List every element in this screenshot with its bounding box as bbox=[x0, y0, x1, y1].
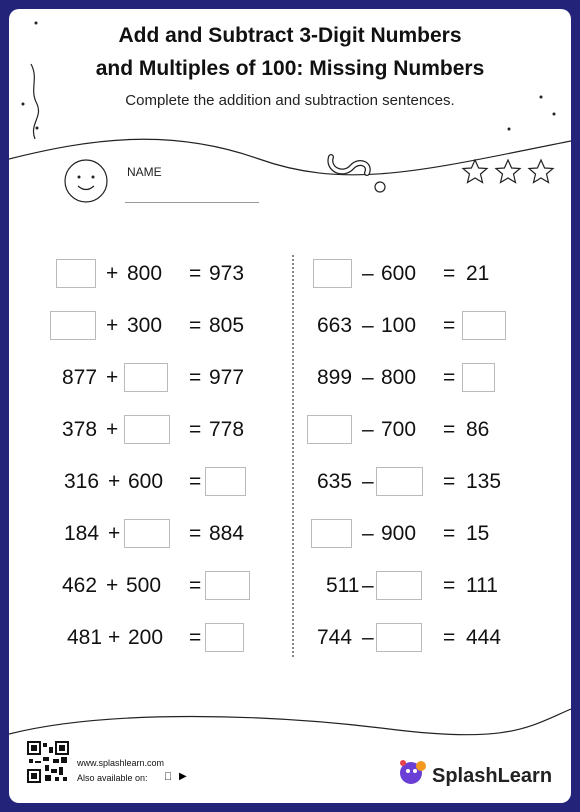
worksheet bbox=[9, 9, 571, 803]
operand: 877 bbox=[62, 366, 98, 389]
result: 86 bbox=[466, 418, 490, 441]
worksheet-title-line2: and Multiples of 100: Missing Numbers bbox=[95, 57, 485, 80]
operator: – bbox=[362, 366, 374, 389]
result: 805 bbox=[209, 314, 245, 337]
equals-sign: = bbox=[189, 366, 202, 389]
operator: + bbox=[106, 262, 119, 285]
equals-sign: = bbox=[443, 522, 456, 545]
operator: + bbox=[106, 418, 119, 441]
problem-row bbox=[299, 363, 571, 393]
equals-sign: = bbox=[189, 262, 202, 285]
equals-sign: = bbox=[189, 314, 202, 337]
equals-sign: = bbox=[443, 314, 456, 337]
operator: + bbox=[108, 626, 121, 649]
name-field[interactable] bbox=[125, 202, 259, 203]
operand: 184 bbox=[64, 522, 100, 545]
problem-row bbox=[299, 311, 571, 341]
answer-box[interactable] bbox=[462, 363, 495, 392]
operator: + bbox=[106, 314, 119, 337]
answer-box[interactable] bbox=[205, 467, 246, 496]
answer-box[interactable] bbox=[376, 467, 423, 496]
equals-sign: = bbox=[443, 262, 456, 285]
problem-row bbox=[9, 415, 289, 445]
operand: 511 bbox=[326, 574, 360, 597]
column-divider bbox=[292, 255, 294, 657]
worksheet-title-line1: Add and Subtract 3-Digit Numbers bbox=[118, 24, 462, 47]
equals-sign: = bbox=[189, 470, 202, 493]
problem-row bbox=[299, 623, 571, 653]
play-store-icon[interactable]: ▶ bbox=[179, 771, 187, 782]
answer-box[interactable] bbox=[56, 259, 96, 288]
operand: 899 bbox=[317, 366, 353, 389]
problem-row bbox=[299, 259, 571, 289]
operator: – bbox=[362, 418, 374, 441]
equals-sign: = bbox=[189, 574, 202, 597]
operand: 900 bbox=[381, 522, 417, 545]
operand: 100 bbox=[381, 314, 417, 337]
operator: + bbox=[106, 574, 119, 597]
operand: 700 bbox=[381, 418, 417, 441]
website-url[interactable]: www.splashlearn.com bbox=[77, 758, 165, 768]
equals-sign: = bbox=[443, 626, 456, 649]
operand: 800 bbox=[381, 366, 417, 389]
brand-name: SplashLearn bbox=[432, 765, 553, 787]
decorative-lines bbox=[9, 9, 571, 803]
equals-sign: = bbox=[443, 470, 456, 493]
result: 111 bbox=[466, 574, 498, 597]
operand: 200 bbox=[128, 626, 164, 649]
apple-icon[interactable] bbox=[164, 771, 172, 783]
problem-row bbox=[299, 519, 571, 549]
smiley-face-icon bbox=[63, 158, 109, 204]
problem-row bbox=[9, 467, 289, 497]
result: 977 bbox=[209, 366, 245, 389]
answer-box[interactable] bbox=[462, 311, 506, 340]
equals-sign: = bbox=[443, 418, 456, 441]
equals-sign: = bbox=[443, 574, 456, 597]
splashlearn-logo-icon bbox=[397, 757, 429, 787]
problem-row bbox=[299, 571, 571, 601]
answer-box[interactable] bbox=[311, 519, 352, 548]
operator: + bbox=[108, 522, 121, 545]
problem-row bbox=[9, 519, 289, 549]
operand: 316 bbox=[64, 470, 100, 493]
result: 973 bbox=[209, 262, 245, 285]
problem-row bbox=[9, 363, 289, 393]
answer-box[interactable] bbox=[205, 623, 244, 652]
stars-rating bbox=[461, 157, 561, 191]
answer-box[interactable] bbox=[124, 363, 168, 392]
operand: 635 bbox=[317, 470, 353, 493]
problem-row bbox=[9, 571, 289, 601]
operand: 800 bbox=[127, 262, 163, 285]
result: 135 bbox=[466, 470, 502, 493]
operand: 462 bbox=[62, 574, 98, 597]
problem-row bbox=[9, 259, 289, 289]
operand: 500 bbox=[126, 574, 162, 597]
answer-box[interactable] bbox=[307, 415, 352, 444]
operand: 378 bbox=[62, 418, 98, 441]
result: 778 bbox=[209, 418, 245, 441]
name-label: NAME bbox=[127, 165, 162, 179]
answer-box[interactable] bbox=[376, 623, 422, 652]
operator: – bbox=[362, 626, 374, 649]
operator: – bbox=[362, 470, 374, 493]
answer-box[interactable] bbox=[124, 519, 170, 548]
answer-box[interactable] bbox=[124, 415, 170, 444]
answer-box[interactable] bbox=[205, 571, 250, 600]
qr-code-icon bbox=[27, 741, 69, 783]
operator: – bbox=[362, 522, 374, 545]
operand: 600 bbox=[381, 262, 417, 285]
problem-row bbox=[9, 311, 289, 341]
equals-sign: = bbox=[189, 418, 202, 441]
result: 444 bbox=[466, 626, 502, 649]
result: 21 bbox=[466, 262, 490, 285]
star-icon bbox=[529, 160, 553, 183]
star-icon bbox=[463, 160, 487, 183]
answer-box[interactable] bbox=[50, 311, 96, 340]
operator: – bbox=[362, 314, 374, 337]
equals-sign: = bbox=[189, 626, 202, 649]
operand: 663 bbox=[317, 314, 353, 337]
available-on-label: Also available on: bbox=[77, 773, 148, 783]
instructions: Complete the addition and subtraction sentences. bbox=[125, 92, 455, 109]
operator: + bbox=[108, 470, 121, 493]
operand: 600 bbox=[128, 470, 164, 493]
operand: 744 bbox=[317, 626, 353, 649]
star-icon bbox=[496, 160, 520, 183]
result: 884 bbox=[209, 522, 245, 545]
problem-row bbox=[299, 467, 571, 497]
equals-sign: = bbox=[189, 522, 202, 545]
problem-row bbox=[9, 623, 289, 653]
operator: – bbox=[362, 262, 374, 285]
operator: – bbox=[362, 574, 374, 597]
problem-row bbox=[299, 415, 571, 445]
answer-box[interactable] bbox=[313, 259, 352, 288]
operator: + bbox=[106, 366, 119, 389]
result: 15 bbox=[466, 522, 490, 545]
operand: 300 bbox=[127, 314, 163, 337]
answer-box[interactable] bbox=[376, 571, 422, 600]
equals-sign: = bbox=[443, 366, 456, 389]
operand: 481 bbox=[67, 626, 103, 649]
